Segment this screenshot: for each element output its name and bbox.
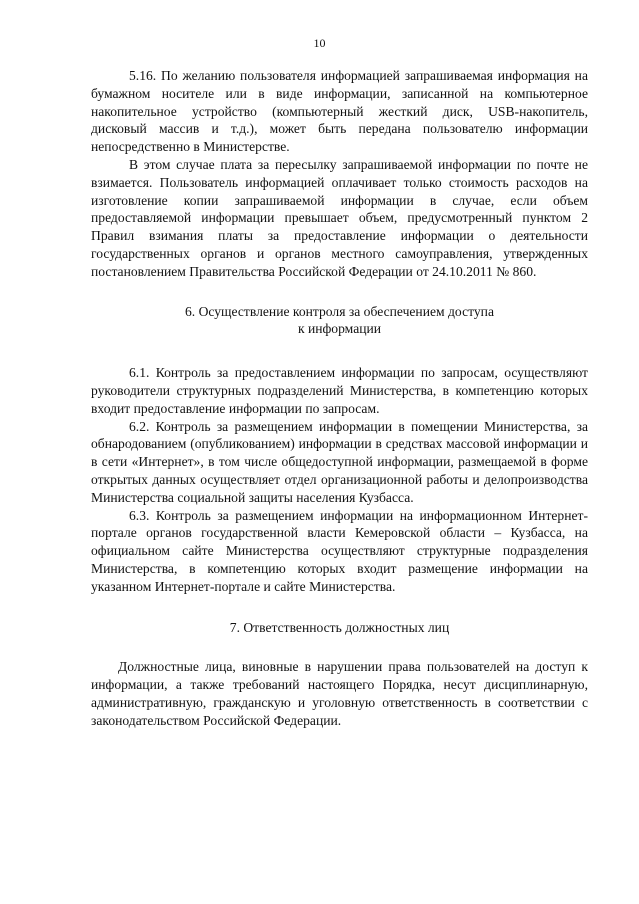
section-6-heading-line1: 6. Осуществление контроля за обеспечением доступа [185,303,494,319]
section-6-heading [91,303,588,339]
spacer [91,636,588,658]
paragraph-6-1: 6.1. Контроль за предоставлением информации по запросам, осуществляют руководители структурных подразделений Министерства, в компетенцию которых входит предоставление информации по запросам. [91,365,588,416]
section-7-heading: 7. Ответственность должностных лиц [229,619,450,635]
paragraph-5-16: 5.16. По желанию пользователя информацией запрашиваемая информация на бумажном носителе или в виде информации, записанной на компьютерное накопительное устройство (компьютерный жесткий диск, USB-накопитель, дисковый массив и т.д.), может быть передана пользователю информации непосредственно в Министерстве. [91,68,588,155]
paragraph-7-1: Должностные лица, виновные в нарушении права пользователей на доступ к информации, а также требований настоящего Порядка, несут дисциплинарную, административную, гражданскую и уголовную ответственность в соответствии с законодательством Российской Федерации. [91,659,588,728]
section-6-heading-line2: к информации [297,321,382,337]
paragraph-5-16-payment: В этом случае плата за пересылку запрашиваемой информации по почте не взимается. Пользователь информацией оплачивает только стоимость расходов на изготовление копии запрашиваемой информации в случае, если объем предоставляемой информации превышает объем, предусмотренный пунктом 2 Правил взимания платы за предоставление информации о деятельности государственных органов и органов местного самоуправления, утвержденных постановлением Правительства Российской Федерации от 24.10.2011 № 860. [91,156,588,279]
page-number: 10 [313,36,326,50]
paragraph-6-3: 6.3. Контроль за размещением информации на информационном Интернет-портале органов государственной власти Кемеровской области – Кузбасса, на официальном сайте Министерства осуществляют структурные подразделения Министерства, в компетенцию которых входит размещение информации на указанном Интернет-портале и сайте Министерства. [91,507,588,594]
paragraph-6-2: 6.2. Контроль за размещением информации в помещении Министерства, за обнародованием (опубликованием) информации в средствах массовой информации и в сети «Интернет», в том числе общедоступной информации, размещаемой в форме открытых данных осуществляет отдел организационной работы и делопроизводства Министерства социальной защиты населения Кузбасса. [91,418,588,505]
document-body [91,67,588,730]
spacer [91,338,588,364]
